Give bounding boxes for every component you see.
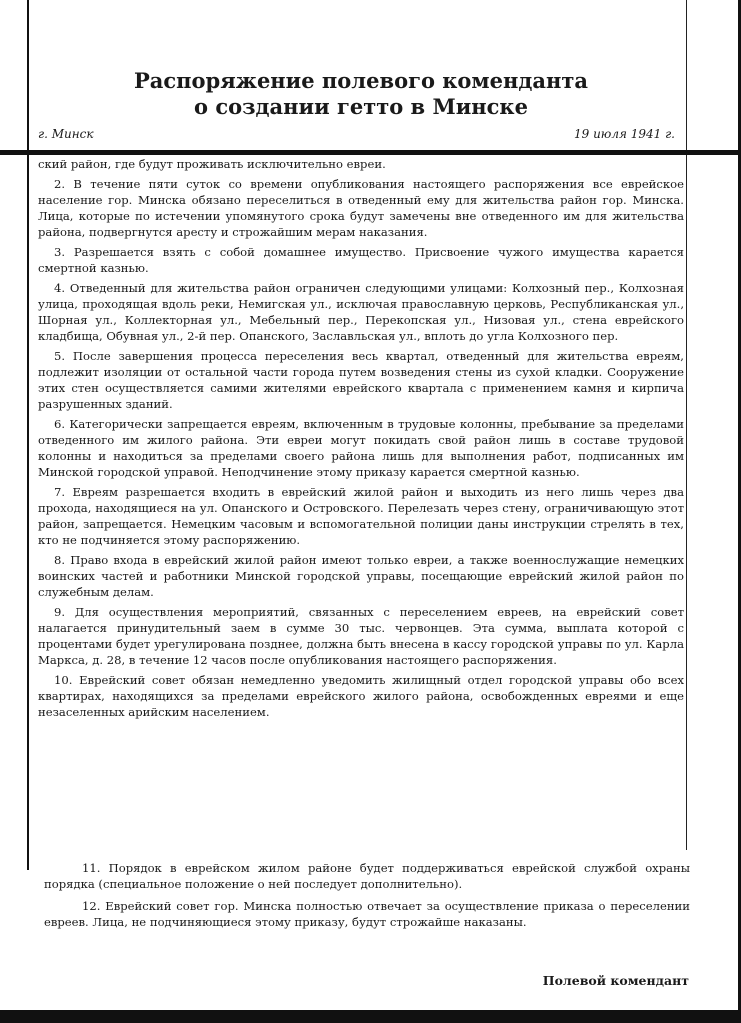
paragraph-10: 10. Еврейский совет обязан немедленно уведомить жилищный отдел городской управы обо всех квартирах, находящихся за пределами еврейского жилого района, освобожденных евреями и еще незаселенных арийским населением.	[38, 673, 684, 719]
paragraph-12: 12. Еврейский совет гор. Минска полностью отвечает за осуществление приказа о переселении евреев. Лица, не подчиняющиеся этому приказу, будут строжайше наказаны.	[44, 899, 690, 929]
document-body	[38, 156, 684, 724]
paragraph-6: 6. Категорически запрещается евреям, включенным в трудовые колонны, пребывание за пределами отведенного им жилого района. Эти евреи могут покидать свой район лишь в составе трудовой колонны и находиться за пределами своего района лишь для выполнения работ, подписанных им Минской городской управой. Неподчинение этому приказу карается смертной казнью.	[38, 417, 684, 479]
scan-border-inner-right	[686, 0, 687, 850]
paragraph-4: 4. Отведенный для жительства район ограничен следующими улицами: Колхозный пер., Колхозная улица, проходящая вдоль реки, Немигская ул., исключая православную церковь, Республиканская ул., Шорная ул., Коллекторная ул., Мебельный пер., Перекопская ул., Низовая ул., стена еврейского кладбища, Обувная ул., 2-й пер. Опанского, Заславльская ул., вплоть до угла Колхозного пер.	[38, 281, 684, 343]
paragraph-11: 11. Порядок в еврейском жилом районе будет поддерживаться еврейской службой охраны порядка (специальное положение о ней последует дополнительно).	[44, 861, 690, 891]
paragraph-8: 8. Право входа в еврейский жилой район имеют только евреи, а также военнослужащие немецких воинских частей и работники Минской городской управы, посещающие еврейский жилой район по служебным делам.	[38, 553, 684, 599]
scan-redaction-bar	[0, 150, 741, 155]
paragraph-7: 7. Евреям разрешается входить в еврейский жилой район и выходить из него лишь через два прохода, находящиеся на ул. Опанского и Островского. Перелезать через стену, ограничивающую этот район, запрещается. Немецким часовым и вспомогательной полиции даны инструкции стрелять в тех, кто не подчиняется этому распоряжению.	[38, 485, 684, 547]
document-city: г. Минск	[38, 127, 94, 141]
signature: Полевой комендант	[542, 973, 689, 988]
document-title	[38, 68, 684, 120]
title-line-1: Распоряжение полевого коменданта	[133, 68, 588, 93]
scan-border-left	[27, 0, 29, 870]
document-header	[38, 68, 684, 120]
title-line-2: о создании гетто в Минске	[194, 94, 528, 119]
paragraph-1: ский район, где будут проживать исключительно евреи.	[38, 157, 386, 171]
document-date: 19 июля 1941 г.	[573, 127, 675, 141]
document-tail	[44, 860, 690, 936]
paragraph-3: 3. Разрешается взять с собой домашнее имущество. Присвоение чужого имущества карается смертной казнью.	[38, 245, 684, 275]
paragraph-2: 2. В течение пяти суток со времени опубликования настоящего распоряжения все еврейское население гор. Минска обязано переселиться в отведенный ему для жительства район гор. Минска. Лица, которые по истечении упомянутого срока будут замечены вне отведенного им для жительства района, подвергнутся аресту и строжайшим мерам наказания.	[38, 177, 684, 239]
scan-border-bottom	[0, 1010, 741, 1023]
paragraph-9: 9. Для осуществления мероприятий, связанных с переселением евреев, на еврейский совет налагается принудительный заем в сумме 30 тыс. червонцев. Эта сумма, выплата которой с процентами будет урегулирована позднее, должна быть внесена в кассу городской управы по ул. Карла Маркса, д. 28, в течение 12 часов после опубликования настоящего распоряжения.	[38, 605, 684, 667]
paragraph-5: 5. После завершения процесса переселения весь квартал, отведенный для жительства евреям, подлежит изоляции от остальной части города путем возведения стены из сухой кладки. Сооружение этих стен осуществляется самими жителями еврейского квартала с применением камня и кирпича разрушенных зданий.	[38, 349, 684, 411]
